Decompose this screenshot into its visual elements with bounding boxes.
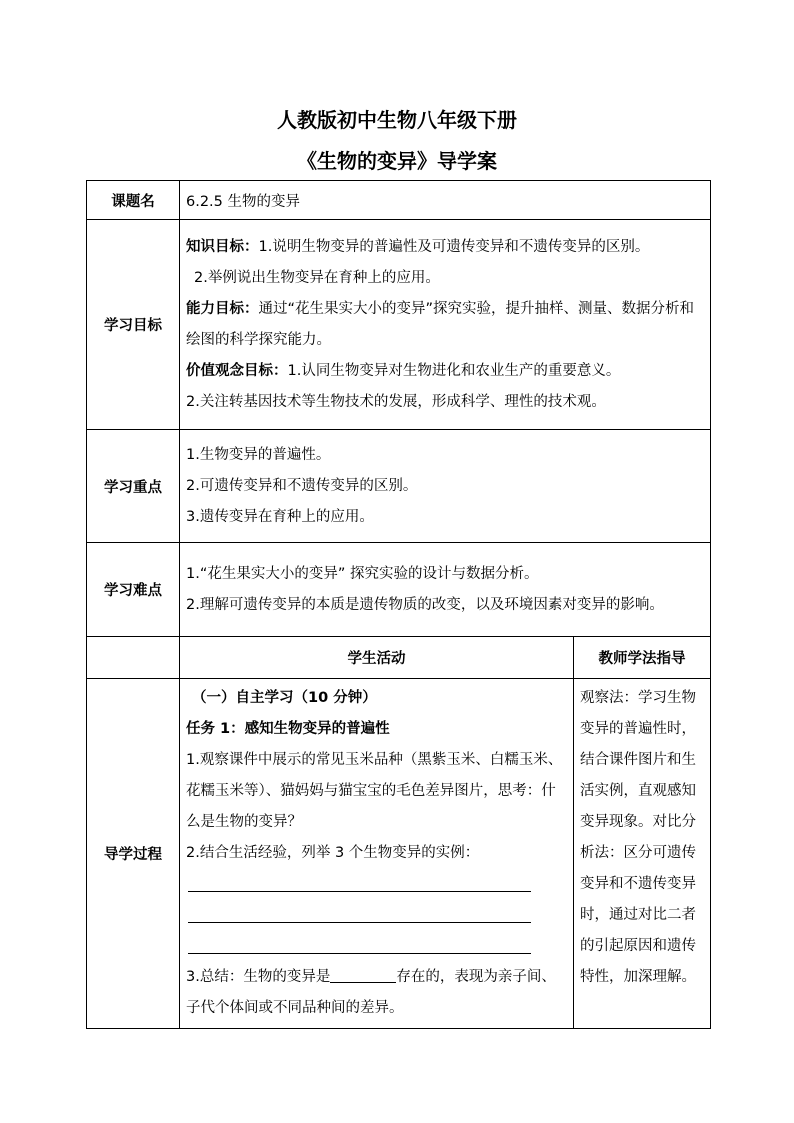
lesson-plan-table: [86, 180, 711, 1029]
step-3-after: 存在的，表现为亲子间、子代个体间或不同品种间的差异。: [186, 969, 556, 1016]
goals-content: [180, 220, 711, 430]
difficult-points-label: 学习难点: [87, 543, 180, 637]
table-row: [87, 679, 711, 1029]
key-point-item: 2.可遗传变异和不遗传变异的区别。: [186, 477, 418, 494]
document-title: 人教版初中生物八年级下册: [277, 108, 517, 132]
document-subtitle: 《生物的变异》导学案: [297, 149, 497, 173]
step-1: 1.观察课件中展示的常见玉米品种（黑紫玉米、白糯玉米、花糯玉米等）、猫妈妈与猫宝宝的毛色差异图片，思考：什么是生物的变异？: [186, 752, 563, 830]
table-row: [87, 430, 711, 543]
fill-in-blank[interactable]: [330, 965, 396, 983]
teacher-guidance-content: [574, 679, 711, 1029]
task-heading: 任务 1：感知生物变异的普遍性: [186, 721, 390, 737]
table-row: [87, 543, 711, 637]
key-point-item: 3.遗传变异在育种上的应用。: [186, 508, 374, 525]
teacher-note: 观察法：学习生物变异的普遍性时，结合课件图片和生活实例，直观感知变异现象。对比分析法：区分可遗传变异和不遗传变异时，通过对比二者的引起原因和遗传特性，加深理解。: [580, 690, 696, 985]
answer-blank-line[interactable]: [186, 900, 567, 931]
difficult-point-item: 2.理解可遗传变异的本质是遗传物质的改变，以及环境因素对变异的影响。: [186, 596, 664, 613]
difficult-point-item: 1.“花生果实大小的变异” 探究实验的设计与数据分析。: [186, 565, 539, 582]
ability-goal-label: 能力目标：: [186, 300, 259, 317]
table-row: [87, 181, 711, 220]
knowledge-goal-1: 1.说明生物变异的普遍性及可遗传变异和不遗传变异的区别。: [258, 238, 650, 255]
table-row: [87, 637, 711, 679]
table-row: [87, 220, 711, 430]
teacher-guidance-header: 教师学法指导: [574, 637, 711, 679]
value-goal-label: 价值观念目标：: [186, 362, 288, 379]
difficult-points-content: [180, 543, 711, 637]
section-heading: （一）自主学习（10 分钟）: [192, 690, 377, 706]
ability-goal-text: 通过“花生果实大小的变异”探究实验，提升抽样、测量、数据分析和绘图的科学探究能力。: [186, 300, 695, 348]
key-point-item: 1.生物变异的普遍性。: [186, 446, 331, 463]
key-points-content: [180, 430, 711, 543]
value-goal-1: 1.认同生物变异对生物进化和农业生产的重要意义。: [287, 362, 621, 379]
answer-blank-line[interactable]: [186, 931, 567, 962]
value-goal-2: 2.关注转基因技术等生物技术的发展，形成科学、理性的技术观。: [186, 393, 606, 410]
step-3-before: 3.总结：生物的变异是: [186, 969, 331, 985]
answer-blank-line[interactable]: [186, 869, 567, 900]
topic-label: 课题名: [87, 181, 180, 220]
topic-value: 6.2.5 生物的变异: [180, 181, 711, 220]
step-2: 2.结合生活经验，列举 3 个生物变异的实例：: [186, 845, 480, 861]
goals-label: 学习目标: [87, 220, 180, 430]
process-label: 导学过程: [87, 679, 180, 1029]
knowledge-goal-2: 2.举例说出生物变异在育种上的应用。: [194, 269, 440, 286]
student-activity-content: [180, 679, 574, 1029]
knowledge-goal-label: 知识目标：: [186, 238, 259, 255]
student-activity-header: 学生活动: [180, 637, 574, 679]
key-points-label: 学习重点: [87, 430, 180, 543]
